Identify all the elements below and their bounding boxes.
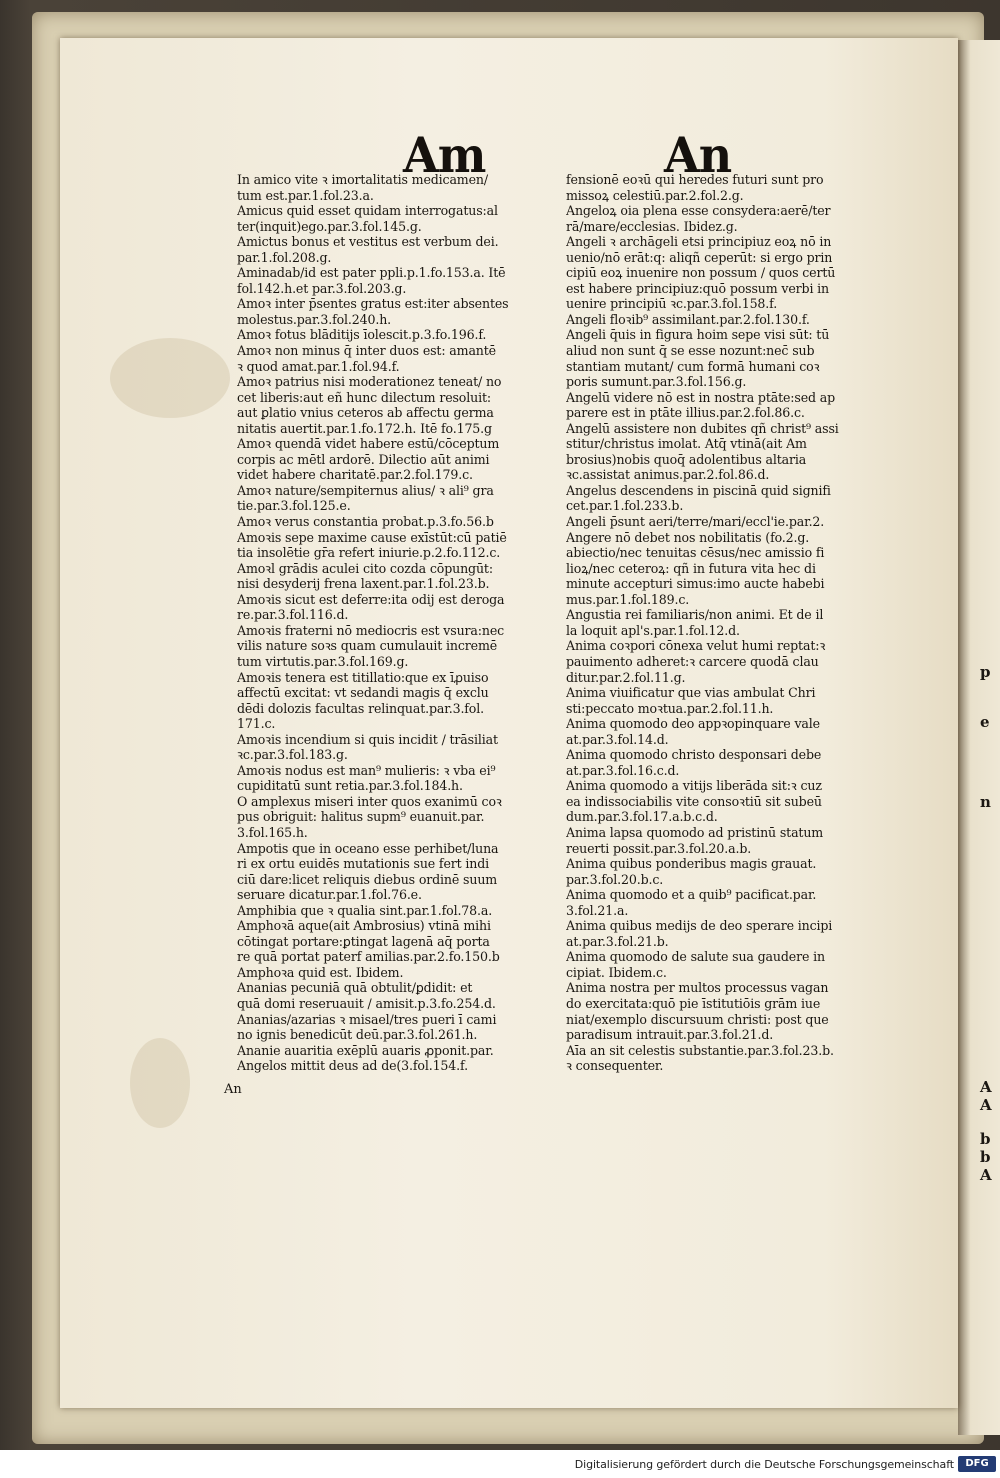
text-line: paradisum intrauit.par.3.fol.21.d.	[566, 1027, 774, 1043]
text-line: Anima quomodo a vitijs liberāda sit:ꝛ cuz	[566, 778, 822, 794]
text-line: nitatis auertit.par.1.fo.172.h. Itē fo.175.g	[237, 420, 492, 436]
margin-section-label: An	[224, 1082, 242, 1097]
facing-page-edge	[958, 40, 1000, 1435]
text-line: rā/mare/ecclesias. Ibidez.g.	[566, 218, 738, 234]
text-line: vilis nature soꝛs quam cumulauit incremē	[237, 638, 498, 654]
text-line: molestus.par.3.fol.240.h.	[237, 311, 392, 327]
text-line: aut ꝑlatio vnius ceteros ab affectu germa	[237, 405, 494, 421]
text-line: at.par.3.fol.21.b.	[566, 933, 669, 949]
text-line: In amico vite ꝛ imortalitatis medicamen/	[237, 172, 488, 187]
text-line: cet liberis:aut eñ hunc dilectum resoluit:	[237, 389, 491, 405]
text-line: Ananias pecuniā quā obtulit/ꝑdidit: et	[237, 980, 473, 996]
text-line: parere est in ptāte illius.par.2.fol.86.c.	[566, 405, 805, 421]
text-line: tie.par.3.fol.125.e.	[237, 498, 351, 514]
text-line: no ignis benedicūt deū.par.3.fol.261.h.	[237, 1027, 478, 1043]
text-line: O amplexus miseri inter quos exanimū coꝛ	[237, 793, 502, 809]
facing-page-fragment: e	[980, 713, 990, 731]
text-line: cōtingat portare:ꝑtingat lagenā aq̄ porta	[237, 933, 490, 949]
text-line: Ananie auaritia exēplū auaris ꝓponit.par.	[237, 1042, 494, 1058]
dfg-logo-icon: DFG	[958, 1456, 996, 1472]
text-line: Anima quibus medijs de deo sperare incipi	[566, 918, 833, 934]
text-line: Amoꝛ patrius nisi moderationez teneat/ no	[237, 374, 502, 390]
text-line: tia insolētie gr̄a refert iniurie.p.2.fo.112.c.	[237, 545, 501, 561]
text-line: Angustia rei familiaris/non animi. Et de il	[566, 607, 824, 623]
text-line: Angeli q̄uis in figura hoim sepe visi sūt: tū	[566, 327, 830, 343]
text-line: la loquit apl's.par.1.fol.12.d.	[566, 622, 740, 638]
text-line: Amphoꝛā aque(ait Ambrosius) vtinā mihi	[237, 918, 491, 934]
text-line: do exercitata:quō pie īstitutiōis grām iue	[566, 995, 821, 1011]
text-line: Angeli ꝛ archāgeli etsi principiuz eoꝝ nō in	[566, 234, 832, 250]
text-line: fol.142.h.et par.3.fol.203.g.	[237, 280, 407, 296]
text-line: minute accepturi simus:imo aucte habebi	[566, 576, 825, 592]
text-line: reuerti possit.par.3.fol.20.a.b.	[566, 840, 752, 856]
text-line: ditur.par.2.fol.11.g.	[566, 669, 686, 685]
text-line: nisi desyderij frena laxent.par.1.fol.23.b.	[237, 576, 490, 592]
text-line: Anima quomodo deo appꝛopinquare vale	[566, 716, 820, 732]
text-line: Ampotis que in oceano esse perhibet/luna	[237, 840, 499, 856]
text-line: Amphoꝛa quid est. Ibidem.	[237, 964, 404, 980]
text-line: est habere principiuz:quō possum verbi in	[566, 280, 830, 296]
text-line: 3.fol.21.a.	[566, 902, 629, 918]
funding-credit: Digitalisierung gefördert durch die Deutsche Forschungsgemeinschaft	[574, 1458, 954, 1471]
text-line: ꝛ quod amat.par.1.fol.94.f.	[237, 358, 400, 374]
text-line: Angere nō debet nos nobilitatis (fo.2.g.	[566, 529, 810, 545]
right-text-column	[566, 172, 884, 1074]
text-line: tum est.par.1.fol.23.a.	[237, 187, 374, 203]
facing-page-fragment: p	[980, 663, 991, 681]
text-line: uenire principiū ꝛc.par.3.fol.158.f.	[566, 296, 778, 312]
text-line: re.par.3.fol.116.d.	[237, 607, 349, 623]
text-line: cupiditatū sunt retia.par.3.fol.184.h.	[237, 778, 463, 794]
text-line: seruare dicatur.par.1.fol.76.e.	[237, 887, 422, 903]
text-line: Anima quomodo et a quib⁹ pacificat.par.	[566, 887, 817, 903]
text-line: ciū dare:licet reliquis diebus ordinē suum	[237, 871, 498, 887]
text-line: pus obriguit: halitus supm⁹ euanuit.par.	[237, 809, 485, 825]
facing-page-fragment: b	[980, 1130, 991, 1148]
text-line: tum virtutis.par.3.fol.169.g.	[237, 653, 409, 669]
text-line: ꝛ consequenter.	[566, 1058, 664, 1074]
text-line: pauimento adheret:ꝛ carcere quodā clau	[566, 653, 819, 669]
text-line: Angeloꝝ oia plena esse consydera:aerē/ter	[566, 203, 831, 219]
text-line: Angelū assistere non dubites qñ christ⁹ assi	[566, 420, 839, 436]
text-line: Amoꝛis nodus est man⁹ mulieris: ꝛ vba ei⁹	[237, 762, 496, 778]
text-line: niat/exemplo discursuum christi: post que	[566, 1011, 829, 1027]
text-line: Amoꝛis incendium si quis incidit / trāsiliat	[237, 731, 498, 747]
text-line: Anima coꝛpori cōnexa velut humi reptat:ꝛ	[566, 638, 826, 654]
text-line: ri ex ortu euidēs mutationis sue fert indi	[237, 856, 490, 872]
text-line: uenio/nō erāt:q: aliqñ ceperūt: si ergo prin	[566, 249, 833, 265]
text-line: poris sumunt.par.3.fol.156.g.	[566, 374, 747, 390]
text-line: Amoꝛis sepe maxime cause exīstūt:cū patiē	[237, 529, 507, 545]
text-line: corpis ac mētl ardorē. Dilectio aūt animi	[237, 451, 490, 467]
text-line: stantiam mutant/ cum formā humani coꝛ	[566, 358, 820, 374]
text-line: 3.fol.165.h.	[237, 824, 308, 840]
facing-page-fragment: b	[980, 1148, 991, 1166]
text-line: fensionē eoꝛū qui heredes futuri sunt pro	[566, 172, 824, 187]
text-line: at.par.3.fol.16.c.d.	[566, 762, 680, 778]
text-line: Aīa an sit celestis substantie.par.3.fol.23.b.	[566, 1042, 834, 1058]
text-line: Aminadab/id est pater ppli.p.1.fo.153.a. Itē	[237, 265, 506, 281]
text-line: missoꝝ celestiū.par.2.fol.2.g.	[566, 187, 744, 203]
facing-page-fragment: A	[980, 1078, 992, 1096]
text-line: cipiat. Ibidem.c.	[566, 964, 667, 980]
text-line: Amoꝛ quendā videt habere estū/cōceptum	[237, 436, 500, 452]
text-line: at.par.3.fol.14.d.	[566, 731, 669, 747]
text-line: par.3.fol.20.b.c.	[566, 871, 664, 887]
text-line: brosius)nobis quoq̄ adolentibus altaria	[566, 451, 807, 467]
facing-page-fragment: n	[980, 793, 991, 811]
text-line: re quā portat paterf amilias.par.2.fo.150.b	[237, 949, 500, 965]
text-line: Ananias/azarias ꝛ misael/tres pueri ī cami	[237, 1011, 497, 1027]
text-line: 171.c.	[237, 716, 276, 732]
text-line: Amphibia que ꝛ qualia sint.par.1.fol.78.a.	[237, 902, 493, 918]
text-line: mus.par.1.fol.189.c.	[566, 591, 690, 607]
text-line: videt habere charitatē.par.2.fol.179.c.	[237, 467, 473, 483]
text-line: Angelū videre nō est in nostra ptāte:sed ap	[566, 389, 836, 405]
text-line: Angeli p̄sunt aeri/terre/mari/eccl'ie.par.2.	[566, 514, 825, 530]
text-line: Amoꝛ fotus blāditijs īolescit.p.3.fo.196.f.	[237, 327, 487, 343]
text-line: ꝛc.par.3.fol.183.g.	[237, 747, 348, 763]
facing-page-fragment: A	[980, 1096, 992, 1114]
text-line: quā domi reseruauit / amisit.p.3.fo.254.d.	[237, 995, 496, 1011]
text-line: Amoꝛis tenera est titillatio:que ex īꝓuiso	[237, 669, 489, 685]
text-line: sti:peccato moꝛtua.par.2.fol.11.h.	[566, 700, 774, 716]
text-line: Amoꝛl grādis aculei cito cozda cōpungūt:	[237, 560, 493, 576]
text-line: dēdi dolozis facultas relinquat.par.3.fol.	[237, 700, 484, 716]
text-line: Amoꝛis fraterni nō mediocris est vsura:nec	[237, 622, 505, 638]
text-line: par.1.fol.208.g.	[237, 249, 332, 265]
text-line: Amictus bonus et vestitus est verbum dei.	[237, 234, 499, 250]
right-running-headword: An	[664, 126, 732, 184]
text-line: Anima quomodo de salute sua gaudere in	[566, 949, 825, 965]
left-text-column	[237, 172, 555, 1074]
left-running-headword: Am	[403, 126, 486, 184]
text-line: aliud non sunt q̄ se esse nozunt:nec̄ sub	[566, 343, 815, 359]
text-line: affectū excitat: vt sedandi magis q̄ exclu	[237, 685, 489, 701]
text-line: Amoꝛ inter p̄sentes gratus est:iter absentes	[237, 296, 509, 312]
facing-page-fragment: A	[980, 1166, 992, 1184]
text-line: Anima lapsa quomodo ad pristinū statum	[566, 824, 824, 840]
text-line: Angeli floꝛib⁹ assimilant.par.2.fol.130.f.	[566, 311, 810, 327]
footer-bar	[0, 1450, 1000, 1478]
text-line: Anima viuificatur que vias ambulat Chri	[566, 685, 816, 701]
text-line: stitur/christus imolat. Atq̄ vtinā(ait Am	[566, 436, 807, 452]
text-line: cipiū eoꝝ inuenire non possum / quos certū	[566, 265, 836, 281]
text-line: Amoꝛ verus constantia probat.p.3.fo.56.b	[237, 514, 494, 530]
text-line: Angelus descendens in piscinā quid signifi	[566, 482, 831, 498]
text-line: Anima quibus ponderibus magis grauat.	[566, 856, 817, 872]
text-line: ꝛc.assistat animus.par.2.fol.86.d.	[566, 467, 770, 483]
text-line: Angelos mittit deus ad de(3.fol.154.f.	[237, 1058, 468, 1074]
text-line: Amicus quid esset quidam interrogatus:al	[237, 203, 498, 219]
text-line: lioꝝ/nec ceteroꝝ: qñ in futura vita hec di	[566, 560, 816, 576]
text-line: dum.par.3.fol.17.a.b.c.d.	[566, 809, 718, 825]
text-line: abiectio/nec tenuitas cēsus/nec amissio fi	[566, 545, 825, 561]
text-line: ter(inquit)ego.par.3.fol.145.g.	[237, 218, 422, 234]
text-line: Amoꝛis sicut est deferre:ita odij est deroga	[237, 591, 505, 607]
text-line: cet.par.1.fol.233.b.	[566, 498, 684, 514]
text-line: Amoꝛ nature/sempiternus alius/ ꝛ ali⁹ gra	[237, 482, 494, 498]
text-line: Anima nostra per multos processus vagan	[566, 980, 829, 996]
text-line: ea indissociabilis vite consoꝛtiū sit subeū	[566, 793, 822, 809]
text-line: Amoꝛ non minus q̄ inter duos est: amantē	[237, 343, 496, 359]
text-line: Anima quomodo christo desponsari debe	[566, 747, 822, 763]
